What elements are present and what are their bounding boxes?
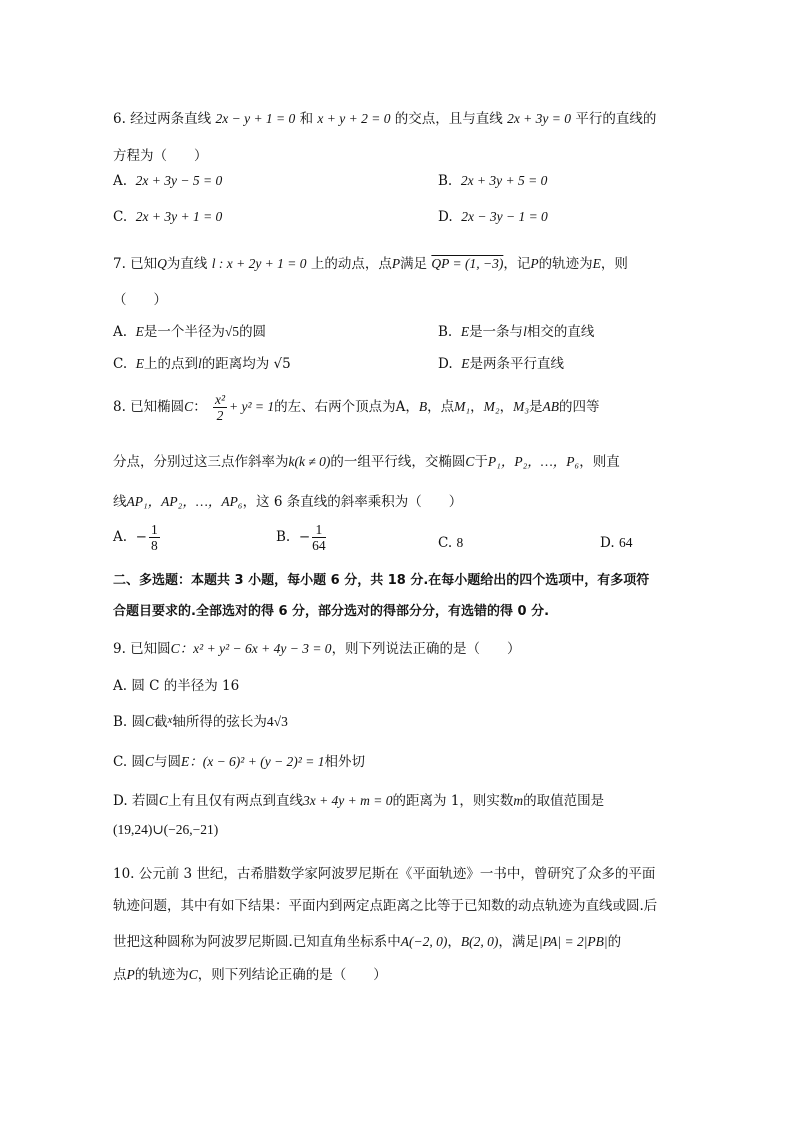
option-text: 是两条平行直线 [469,356,564,372]
q7-text: 7. 已知 [113,256,158,272]
q10-line1: 10. 公元前 3 世纪，古希腊数学家阿波罗尼斯在《平面轨迹》一书中，曾研究了众多的平面 [113,866,656,882]
q10-condition: |PA| = 2|PB| [538,934,608,949]
q9-text: ，则下列说法正确的是（ ） [331,641,521,657]
option-text: 2x − 3y − 1 = 0 [461,209,548,224]
q9-value: 4√3 [266,714,288,729]
option-var: E [460,324,470,339]
q8-text: 的左、右两个顶点为A， [274,399,419,415]
q9-option-b [113,710,288,730]
option-label: A. [113,173,128,189]
q8-text: ，这 6 条直线的斜率乘积为（ ） [242,494,463,510]
q9-text: 截 [154,714,168,730]
q10-line3 [113,930,621,950]
q9-var-x: x [167,714,173,726]
option-fraction [149,522,160,553]
q9-option-c [113,750,365,770]
q8-text: ，点 [427,399,455,415]
q8-text: ： [193,399,207,415]
q8-text: 的四等 [559,399,600,415]
option-fraction [312,522,326,553]
option-label: A. [113,529,128,545]
q7-option-b [438,320,594,340]
option-label: C. [438,535,453,551]
q8-lines: AP₁，AP₂，…，AP₆ [126,494,243,509]
q8-points: P₁，P₂，…，P₆ [487,454,580,469]
option-text: 8 [456,535,464,550]
q8-stem-line1: 8. 已知椭圆C： $\frac{\text{x²}}{2}$ + y² = 1的左、右两个顶点为A，B，点M₁，M₂，M₃是AB的四等 [113,392,600,423]
q10-text: 世把这种圆称为阿波罗尼斯圆.已知直角坐标系中 [113,934,401,950]
q7-var-e: E [592,256,601,271]
q10-var-c: C [188,967,198,982]
q9-text: B. 圆 [113,714,146,730]
option-text: 2x + 3y − 5 = 0 [135,173,223,188]
q8-var-m1: M₁ [454,399,471,414]
q8-text: 8. 已知椭圆 [113,399,185,415]
option-text: 是一个半径为 [143,324,225,340]
q6-option-d [438,209,548,225]
q8-equation: + y² = 1 [229,399,275,414]
option-label: D. [600,535,615,551]
q9-var-c: C [158,793,168,808]
q7-var-p: P [530,256,539,271]
option-var: E [135,324,144,339]
option-label: B. [276,529,291,545]
option-label: B. [438,173,453,189]
option-text: 相交的直线 [526,324,595,340]
q7-vector: QP = (1, −3) [431,256,504,271]
q7-text: ，则 [600,256,628,272]
q9-option-d [113,789,604,809]
q7-option-d [438,352,564,372]
q8-option-b [276,522,328,553]
q10-point-b: B(2, 0) [460,934,499,949]
option-label: B. [438,324,453,340]
q9-var-c: C [144,754,154,769]
q10-line4 [113,963,387,983]
q8-stem-line3 [113,490,462,510]
option-label: A. [113,324,128,340]
q10-text: 的 [607,934,622,950]
q6-text: 的交点，且与直线 [394,111,503,127]
q8-fraction [213,392,227,423]
q9-text: 上有且仅有两点到直线 [167,793,303,809]
q10-point-a: A(−2, 0) [400,934,448,949]
fraction-denominator: 8 [150,538,158,553]
q6-text: 平行的直线的 [575,111,657,127]
q9-var-e: E [180,754,190,769]
q9-text: 相外切 [324,754,365,770]
q8-option-d [600,535,632,551]
q10-var-p: P [126,967,135,982]
q8-var-c: C [465,454,475,469]
q9-text: 的距离为 1，则实数 [392,793,514,809]
q7-text: 为直线 [166,256,208,272]
fraction-numerator: 1 [150,522,158,537]
option-math: l [197,356,202,371]
q10-line2: 轨迹问题，其中有如下结果：平面内到两定点距离之比等于已知数的动点轨迹为直线或圆.后 [113,898,658,914]
q9-option-d-range: (19,24)∪(−26,−21) [113,822,219,837]
q7-text: 上的动点，点 [310,256,392,272]
option-text: 上的点到 [143,356,198,372]
q9-text: 与圆 [153,754,181,770]
option-var: E [461,356,470,371]
q9-text: 轴所得的弦长为 [172,714,267,730]
fraction-numerator: x² [214,392,226,407]
q8-text: 线 [113,494,127,510]
q7-option-c [113,352,291,372]
q6-equation-2: x + y + 2 = 0 [317,111,391,126]
option-label: D. [438,356,453,372]
q6-equation-3: 2x + 3y = 0 [507,111,572,126]
option-sign: − [298,529,311,545]
q8-text: ，则直 [579,454,620,470]
q7-stem-line1 [113,252,628,272]
option-text: 2x + 3y + 1 = 0 [135,209,223,224]
option-var: E [135,356,144,371]
section2-line1: 二、多选题：本题共 3 小题，每小题 6 分，共 18 分.在每小题给出的四个选项中，有多项符 [113,573,650,588]
q7-var-p: P [391,256,401,271]
q7-stem-line2: （ ） [113,292,167,308]
q9-var-c: C [145,714,155,729]
q7-var-q: Q [157,256,167,271]
q6-equation-1: 2x − y + 1 = 0 [215,111,296,126]
option-sign: − [135,529,147,545]
fraction-denominator: 2 [216,408,224,423]
option-label: D. [438,209,453,225]
q8-var-c: C [184,399,194,414]
option-math: l [523,324,527,339]
q6-stem-line1 [113,107,656,127]
option-text: 64 [618,535,633,550]
q9-var-c: C [170,641,180,656]
q9-equation: ：(x − 6)² + (y − 2)² = 1 [189,754,325,769]
q7-option-a [113,320,266,340]
q9-text: 9. 已知圆 [113,641,171,657]
q8-text: 于 [474,454,488,470]
q9-text: C. 圆 [113,754,145,770]
q8-option-a [113,522,162,553]
option-text: 是一条与 [469,324,524,340]
q8-var-ab: AB [542,399,560,414]
q9-option-a: A. 圆 C 的半径为 16 [113,678,240,694]
q8-text: 分点，分别过这三点作斜率为 [113,454,289,470]
q6-text: 和 [299,111,314,127]
fraction-numerator: 1 [312,522,326,538]
q8-var-m2: M₂ [483,399,500,414]
q10-text: ， [447,934,461,950]
option-label: C. [113,356,128,372]
q9-equation: ：x² + y² − 6x + 4y − 3 = 0 [179,641,332,656]
q9-text: D. 若圆 [113,793,159,809]
q8-var-k: k(k ≠ 0) [288,454,331,469]
q6-stem-line2: 方程为（ ） [113,148,208,164]
q8-text: 的一组平行线，交椭圆 [330,454,466,470]
q7-text: ，记 [503,256,531,272]
q8-stem-line2 [113,450,620,470]
option-text: 的圆 [239,324,267,340]
q10-text: ，则下列结论正确的是（ ） [197,967,387,983]
option-text: 的距离均为 √5 [201,356,291,372]
q8-var-b: B [418,399,428,414]
q9-stem [113,637,521,657]
q10-text: 的轨迹为 [134,967,189,983]
q8-text: 是 [529,399,543,415]
q9-text: 的取值范围是 [523,793,605,809]
q8-option-c [438,535,463,551]
q7-text: 的轨迹为 [538,256,593,272]
q6-option-a [113,173,222,189]
fraction-denominator: 64 [312,538,326,553]
q7-line-l: l : x + 2y + 1 = 0 [211,256,307,271]
q6-option-c [113,209,222,225]
q10-text: ，满足 [498,934,539,950]
section2-line2: 合题目要求的.全部选对的得 6 分，部分选对的得部分分，有选错的得 0 分. [113,604,550,619]
option-math: √5 [224,324,240,339]
q9-equation: 3x + 4y + m = 0 [302,793,393,808]
q6-text: 6. 经过两条直线 [113,111,212,127]
q8-var-m3: M₃ [513,399,530,414]
option-text: 2x + 3y + 5 = 0 [460,173,548,188]
q9-var-m: m [513,793,524,808]
q6-option-b [438,173,547,189]
q7-text: 满足 [400,256,428,272]
option-label: C. [113,209,128,225]
q10-text: 点 [113,967,127,983]
